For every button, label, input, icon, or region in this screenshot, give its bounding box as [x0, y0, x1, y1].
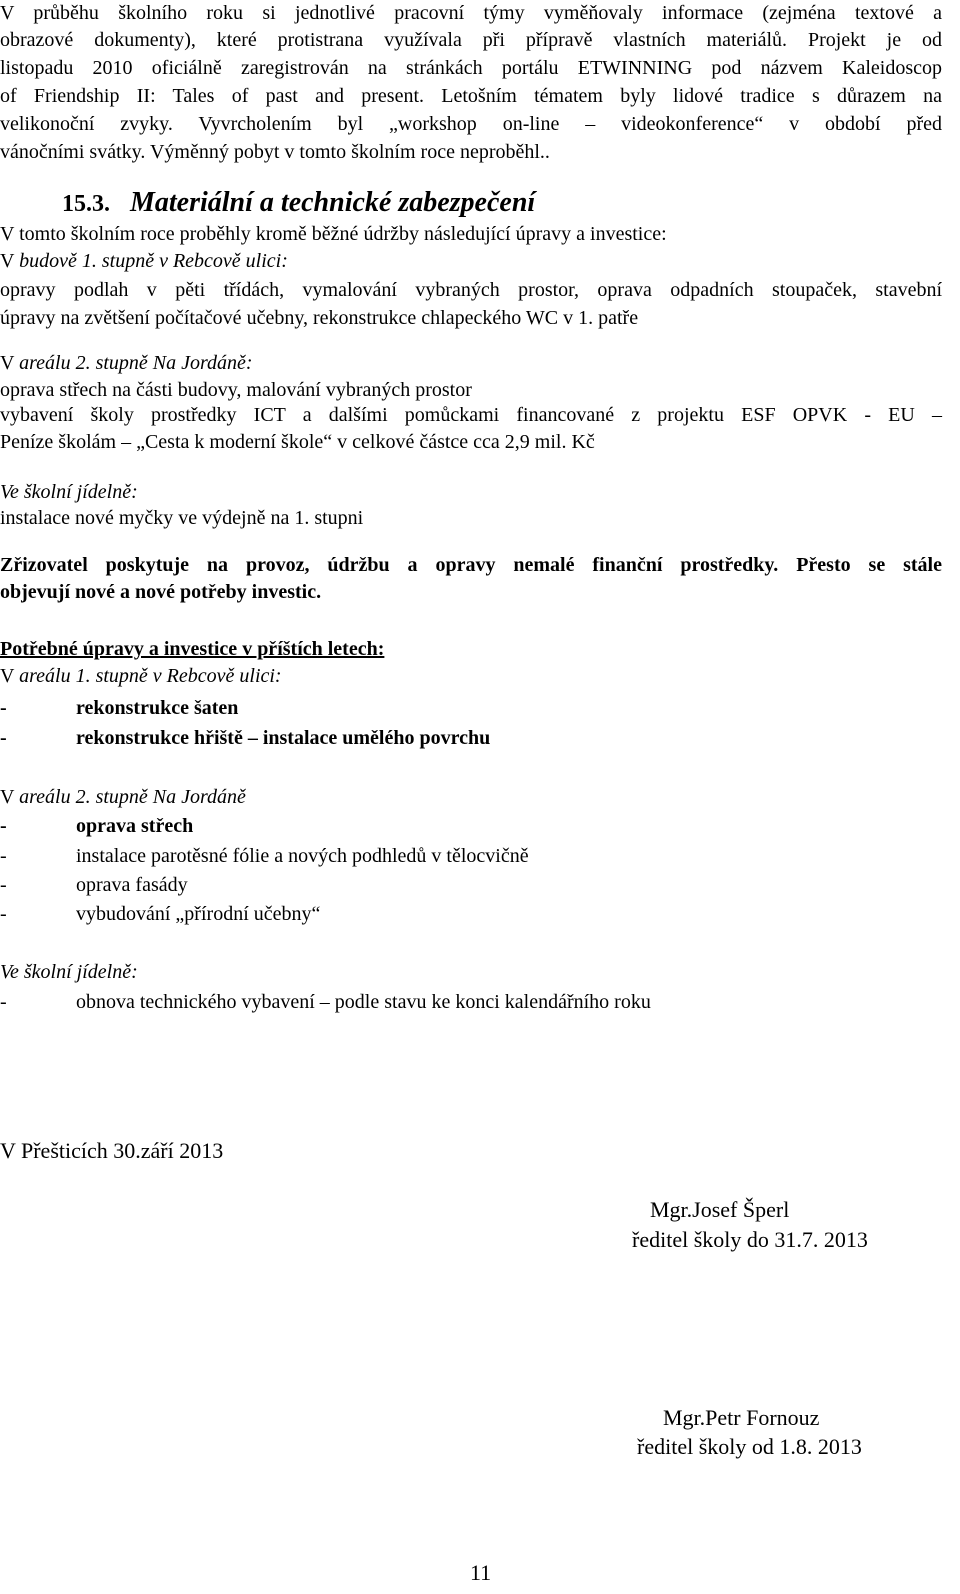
canteen-text: instalace nové myčky ve výdejně na 1. stupni	[0, 507, 364, 529]
section-intro: V tomto školním roce proběhly kromě běžné údržby následující úpravy a investice:	[0, 223, 667, 245]
needs-heading: Potřebné úpravy a investice v příštích letech:	[0, 638, 385, 660]
section-heading	[62, 187, 535, 219]
area1-prefix: V	[0, 665, 20, 687]
founder-note-line: objevují nové a nové potřeby investic.	[0, 581, 322, 603]
area2-prefix: V	[0, 786, 20, 808]
list-item-text: obnova technického vybavení – podle stavu ke konci kalendářního roku	[76, 991, 651, 1013]
list-item-text: oprava střech	[76, 815, 194, 837]
building1-line: opravy podlah v pěti třídách, vymalování vybraných prostor, oprava odpadních stoupaček, stavební	[0, 279, 942, 301]
intro-line: listopadu 2010 oficiálně zaregistrován na stránkách portálu ETWINNING pod názvem Kaleidoscop	[0, 57, 942, 79]
list-dash: -	[0, 845, 7, 867]
needs-canteen-label: Ve školní jídelně:	[0, 961, 138, 983]
area2-label-line	[0, 786, 246, 809]
signature-name: Mgr.Josef Šperl	[650, 1197, 790, 1222]
list-dash: -	[0, 991, 7, 1013]
section-title: Materiální a technické zabezpečení	[130, 187, 536, 218]
intro-line: V průběhu školního roku si jednotlivé pracovní týmy vyměňovaly informace (zejména textové a	[0, 2, 942, 24]
intro-line: vánočními svátky. Výměnný pobyt v tomto školním roce neproběhl..	[0, 141, 550, 163]
building2-label: areálu 2. stupně Na Jordáně:	[19, 352, 253, 374]
intro-line: of Friendship II: Tales of past and present. Letošním tématem byly lidové tradice s důrazem na	[0, 85, 942, 107]
list-dash: -	[0, 903, 7, 925]
section-number: 15.3.	[62, 191, 110, 217]
signature-role: ředitel školy do 31.7. 2013	[632, 1227, 868, 1252]
founder-note-line: Zřizovatel poskytuje na provoz, údržbu a opravy nemalé finanční prostředky. Přesto se stále	[0, 554, 942, 576]
list-item-text: rekonstrukce šaten	[76, 697, 239, 719]
signature-name: Mgr.Petr Fornouz	[663, 1405, 820, 1430]
list-dash: -	[0, 697, 7, 719]
signature-role: ředitel školy od 1.8. 2013	[637, 1434, 862, 1459]
page-number: 11	[470, 1560, 492, 1585]
area1-label: areálu 1. stupně v Rebcově ulici:	[19, 665, 282, 687]
building2-prefix: V	[0, 352, 20, 374]
canteen-label: Ve školní jídelně:	[0, 481, 138, 503]
building1-prefix: V	[0, 250, 20, 272]
list-dash: -	[0, 815, 7, 837]
building2-label-line	[0, 352, 253, 375]
list-item-text: instalace parotěsné fólie a nových podhledů v tělocvičně	[76, 845, 529, 867]
list-item-text: rekonstrukce hřiště – instalace umělého povrchu	[76, 727, 491, 749]
area1-label-line	[0, 665, 282, 688]
list-item-text: oprava fasády	[76, 874, 188, 896]
building2-line: oprava střech na části budovy, malování vybraných prostor	[0, 379, 472, 401]
list-item-text: vybudování „přírodní učebny“	[76, 903, 321, 925]
building1-label: budově 1. stupně v Rebcově ulici:	[19, 250, 288, 272]
list-dash: -	[0, 874, 7, 896]
building2-line: Peníze školám – „Cesta k moderní škole“ v celkové částce cca 2,9 mil. Kč	[0, 431, 595, 453]
intro-line: velikonoční zvyky. Vyvrcholením byl „workshop on-line – videokonference“ v období před	[0, 113, 942, 135]
place-date: V Přešticích 30.září 2013	[0, 1138, 224, 1163]
intro-line: obrazové dokumenty), které protistrana využívala při přípravě vlastních materiálů. Projekt je od	[0, 29, 942, 51]
building1-label-line	[0, 250, 288, 273]
building2-line: vybavení školy prostředky ICT a dalšími pomůckami financované z projektu ESF OPVK - EU –	[0, 404, 942, 426]
building1-line: úpravy na zvětšení počítačové učebny, rekonstrukce chlapeckého WC v 1. patře	[0, 307, 639, 329]
list-dash: -	[0, 727, 7, 749]
area2-label: areálu 2. stupně Na Jordáně	[19, 786, 246, 808]
